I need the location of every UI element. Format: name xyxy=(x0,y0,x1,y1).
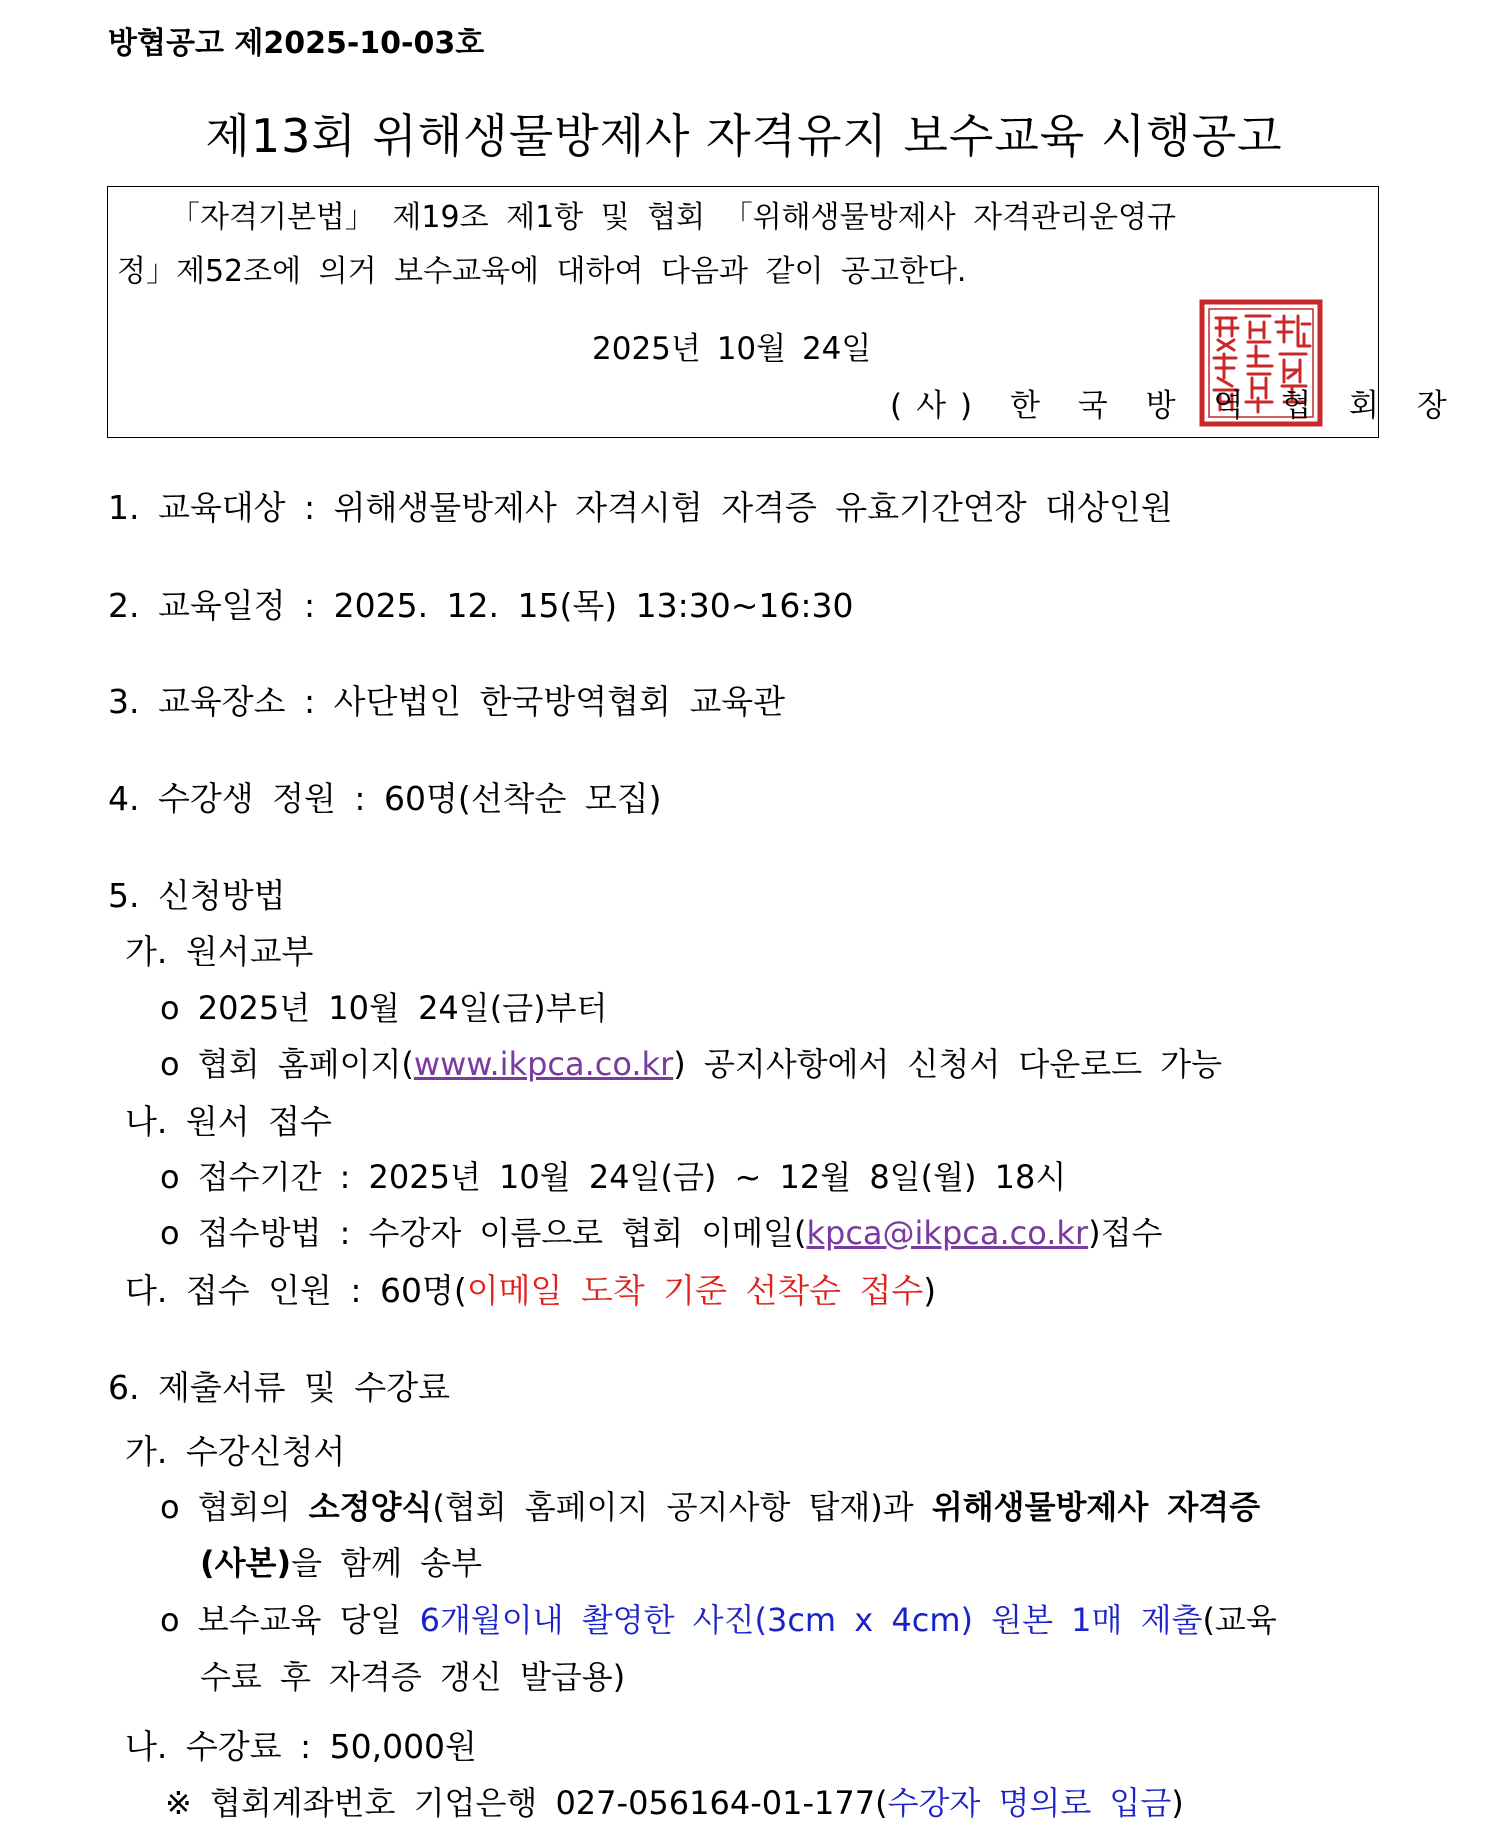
item-5b-2: o 접수방법 : 수강자 이름으로 협회 이메일(kpca@ikpca.co.kr)접수 xyxy=(160,1214,1163,1252)
email-link[interactable]: kpca@ikpca.co.kr xyxy=(806,1214,1089,1252)
page-title: 제13회 위해생물방제사 자격유지 보수교육 시행공고 xyxy=(205,109,1283,163)
item-6-heading: 6. 제출서류 및 수강료 xyxy=(108,1368,450,1407)
item-5a-2: o 협회 홈페이지(www.ikpca.co.kr) 공지사항에서 신청서 다운로드 가능 xyxy=(160,1045,1223,1083)
item-6b-fee: 나. 수강료 : 50,000원 xyxy=(125,1727,477,1766)
item-6c-account: ※ 협회계좌번호 기업은행 027-056164-01-177(수강자 명의로 입금) xyxy=(165,1784,1184,1822)
item-5b-heading: 나. 원서 접수 xyxy=(125,1102,332,1141)
item-5c: 다. 접수 인원 : 60명(이메일 도착 기준 선착순 접수) xyxy=(125,1271,937,1310)
item-6a-2: o 보수교육 당일 6개월이내 촬영한 사진(3cm x 4cm) 원본 1매 제출(교육 xyxy=(160,1601,1277,1639)
item-5-heading: 5. 신청방법 xyxy=(108,876,286,915)
intro-line-2: 정」제52조에 의거 보수교육에 대하여 다음과 같이 공고한다. xyxy=(117,254,967,289)
item-6a-1-cont: (사본)을 함께 송부 xyxy=(200,1544,482,1582)
signature-line: (사) 한 국 방 역 협 회 장 xyxy=(890,388,1461,424)
item-5b-1: o 접수기간 : 2025년 10월 24일(금) ~ 12월 8일(월) 18시 xyxy=(160,1158,1067,1196)
item-5a-heading: 가. 원서교부 xyxy=(125,932,314,971)
item-5a-1: o 2025년 10월 24일(금)부터 xyxy=(160,989,608,1027)
document-number: 방협공고 제2025-10-03호 xyxy=(108,26,485,61)
item-4-capacity: 4. 수강생 정원 : 60명(선착순 모집) xyxy=(108,779,662,818)
item-1-target: 1. 교육대상 : 위해생물방제사 자격시험 자격증 유효기간연장 대상인원 xyxy=(108,488,1173,527)
homepage-link[interactable]: www.ikpca.co.kr xyxy=(413,1045,674,1083)
announcement-date: 2025년 10월 24일 xyxy=(592,331,872,367)
item-6a-heading: 가. 수강신청서 xyxy=(125,1432,346,1471)
item-2-schedule: 2. 교육일정 : 2025. 12. 15(목) 13:30~16:30 xyxy=(108,586,854,625)
intro-line-1: 「자격기본법」 제19조 제1항 및 협회 「위해생물방제사 자격관리운영규 xyxy=(170,200,1176,235)
item-6a-2-cont: 수료 후 자격증 갱신 발급용) xyxy=(200,1658,626,1696)
item-6a-1: o 협회의 소정양식(협회 홈페이지 공지사항 탑재)과 위해생물방제사 자격증 xyxy=(160,1488,1261,1526)
item-3-location: 3. 교육장소 : 사단법인 한국방역협회 교육관 xyxy=(108,682,785,721)
